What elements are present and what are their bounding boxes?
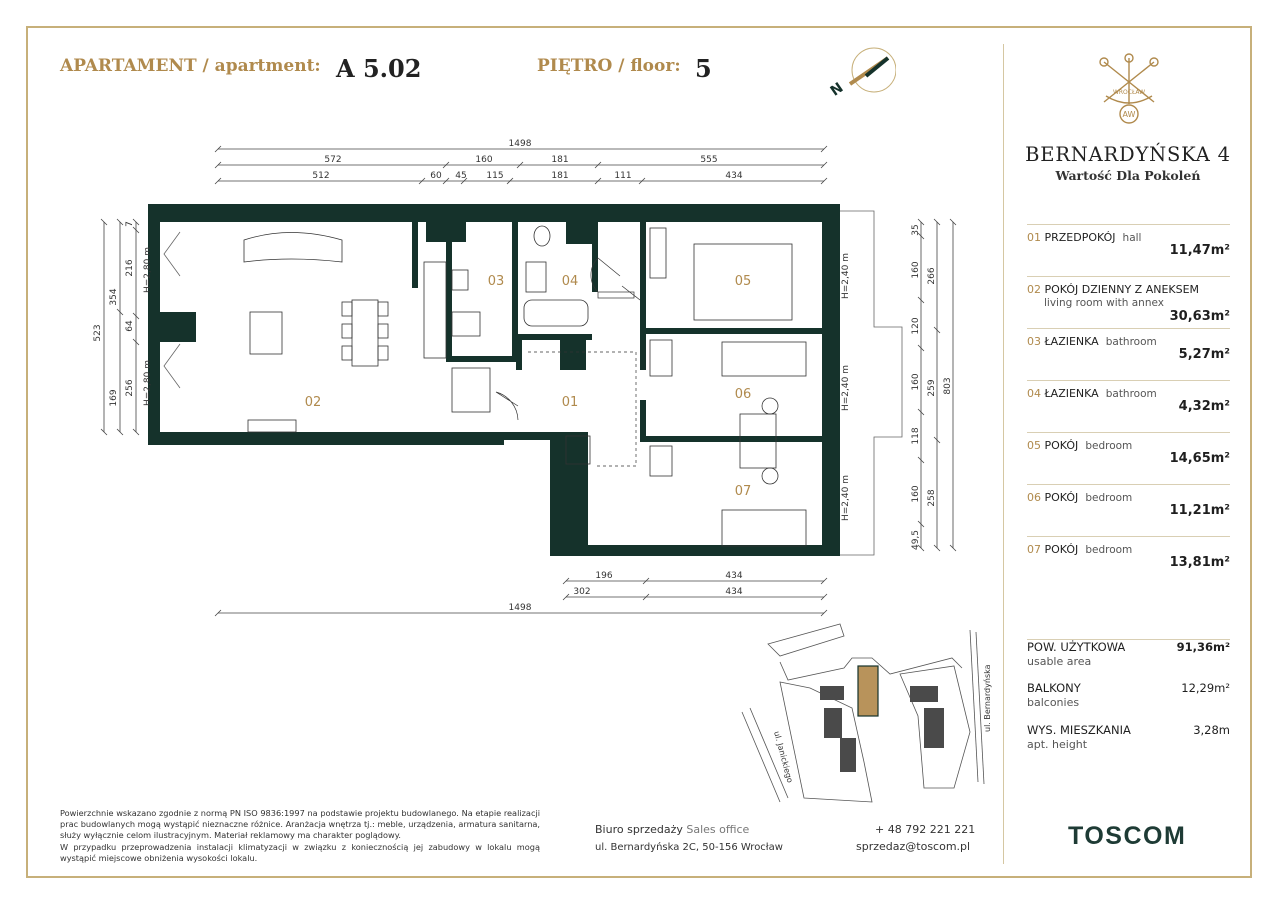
room-labels (305, 274, 752, 499)
dimension-label: 60 (430, 171, 442, 181)
room-area: 30,63m² (1169, 309, 1230, 324)
sales-office-address: ul. Bernardyńska 2C, 50-156 Wrocław (595, 842, 783, 853)
room-item: 01 PRZEDPOKÓJ hall 11,47m² (1027, 224, 1230, 276)
logo-text: WROCŁAW (1112, 89, 1146, 96)
dimension-label: 181 (551, 155, 569, 165)
ceiling-height-label: H=2,80 m (143, 247, 153, 293)
dimension-label: 120 (911, 317, 921, 335)
dimension-label: 258 (927, 489, 937, 507)
dimension-label: 35 (911, 224, 921, 236)
site-map (740, 612, 1010, 812)
dimension-label: 216 (125, 259, 135, 277)
room-item: 03 ŁAZIENKA bathroom 5,27m² (1027, 328, 1230, 380)
apartment-number: A 5.02 (336, 54, 422, 83)
room-label: 03 (487, 274, 505, 289)
room-label: 01 (561, 395, 579, 410)
room-area: 11,21m² (1169, 503, 1230, 518)
dimension-label: 169 (109, 389, 119, 407)
brand-logo (1090, 52, 1168, 130)
room-item: 07 POKÓJ bedroom 13,81m² (1027, 536, 1230, 588)
dimension-label: 160 (475, 155, 493, 165)
ceiling-height-label: H=2,40 m (841, 475, 851, 521)
disclaimer: Powierzchnie wskazano zgodnie z normą PN ISO 9836:1997 na podstawie projektu budowlanego. Na etapie realizacji prac budowlanych mogą wystąpić nieznaczne różnice. Aranżacja wnętrza tj.: meble, urządzenia, armatura sanitarna, służy wyłącznie celom ilustracyjnym. Materiał reklamowy ma charakter poglądowy. W przypadku przeprowadzenia instalacji klimatyzacji w związku z koniecznością jej zabudowy w lokalu mogą wystąpić miejscowe obniżenia wysokości lokalu. (60, 808, 540, 864)
dimension-label: 64 (125, 320, 135, 332)
room-list (1027, 224, 1230, 588)
ceiling-height-label: H=2,40 m (841, 253, 851, 299)
dimension-label: 523 (93, 324, 103, 342)
walls (148, 204, 840, 556)
dimension-label: 803 (943, 377, 953, 395)
dimension-label: 434 (725, 571, 743, 581)
stat-height: WYS. MIESZKANIA apt. height 3,28m (1027, 723, 1230, 751)
brand-subtitle: Wartość Dla Pokoleń (1055, 168, 1201, 183)
dimension-label: 196 (595, 571, 613, 581)
room-label: 02 (304, 395, 322, 410)
dimension-label: 118 (911, 427, 921, 445)
dimension-label: 160 (911, 485, 921, 503)
sales-email[interactable]: sprzedaz@toscom.pl (856, 840, 971, 853)
dimension-label: 434 (725, 587, 743, 597)
dimension-label: 1498 (508, 603, 532, 613)
dimension-label: 302 (573, 587, 591, 597)
room-area: 11,47m² (1169, 243, 1230, 258)
dimension-label: 45 (455, 171, 467, 181)
svg-text:AW: AW (1122, 110, 1136, 119)
dimension-label: 49,5 (911, 529, 921, 551)
dimension-label: 434 (725, 171, 743, 181)
sales-office-title: Biuro sprzedaży Sales office (595, 823, 750, 836)
dimension-label: 160 (911, 373, 921, 391)
dimension-label: 115 (486, 171, 504, 181)
dimension-label: 160 (911, 261, 921, 279)
dimension-label: 1498 (508, 139, 532, 149)
street-janickiego: ul. Janickiego (772, 730, 795, 784)
floor-number: 5 (695, 54, 712, 83)
floor-label: PIĘTRO / floor: (537, 56, 681, 76)
room-label: 05 (734, 274, 752, 289)
room-item: 02 POKÓJ DZIENNY Z ANEKSEM living room with annex 30,63m² (1027, 276, 1230, 328)
sales-phone[interactable]: + 48 792 221 221 (875, 823, 976, 836)
dimension-label: 512 (312, 171, 330, 181)
apartment-label: APARTAMENT / apartment: (60, 56, 321, 76)
room-item: 06 POKÓJ bedroom 11,21m² (1027, 484, 1230, 536)
furniture (244, 226, 806, 546)
stat-balconies: BALKONY balconies 12,29m² (1027, 681, 1230, 709)
room-label: 06 (734, 387, 752, 402)
dimension-label: 354 (109, 288, 119, 306)
compass-north-label: N (827, 79, 847, 100)
room-area: 4,32m² (1178, 399, 1230, 414)
room-area: 13,81m² (1169, 555, 1230, 570)
ceiling-height-label: H=2,40 m (841, 365, 851, 411)
dimension-label: 266 (927, 267, 937, 285)
dimension-label: 256 (125, 379, 135, 397)
street-bernardynska: ul. Bernardyńska (983, 664, 992, 732)
toscom-logo: TOSCOM (1068, 822, 1187, 850)
dimension-label: 181 (551, 171, 569, 181)
ceiling-height-label: H=2,80 m (143, 360, 153, 406)
room-label: 04 (561, 274, 579, 289)
room-label: 07 (734, 484, 752, 499)
dimension-label: 259 (927, 379, 937, 397)
stat-usable: POW. UŻYTKOWA usable area 91,36m² (1027, 639, 1230, 672)
room-area: 14,65m² (1169, 451, 1230, 466)
room-item: 04 ŁAZIENKA bathroom 4,32m² (1027, 380, 1230, 432)
dimension-label: 111 (614, 171, 632, 181)
dimension-label: 572 (324, 155, 342, 165)
room-item: 05 POKÓJ bedroom 14,65m² (1027, 432, 1230, 484)
dimension-label: 555 (700, 155, 718, 165)
brand-title: BERNARDYŃSKA 4 (1025, 143, 1231, 166)
dimension-label: 7 (125, 221, 135, 227)
apartment-marker (858, 666, 878, 716)
room-area: 5,27m² (1178, 347, 1230, 362)
